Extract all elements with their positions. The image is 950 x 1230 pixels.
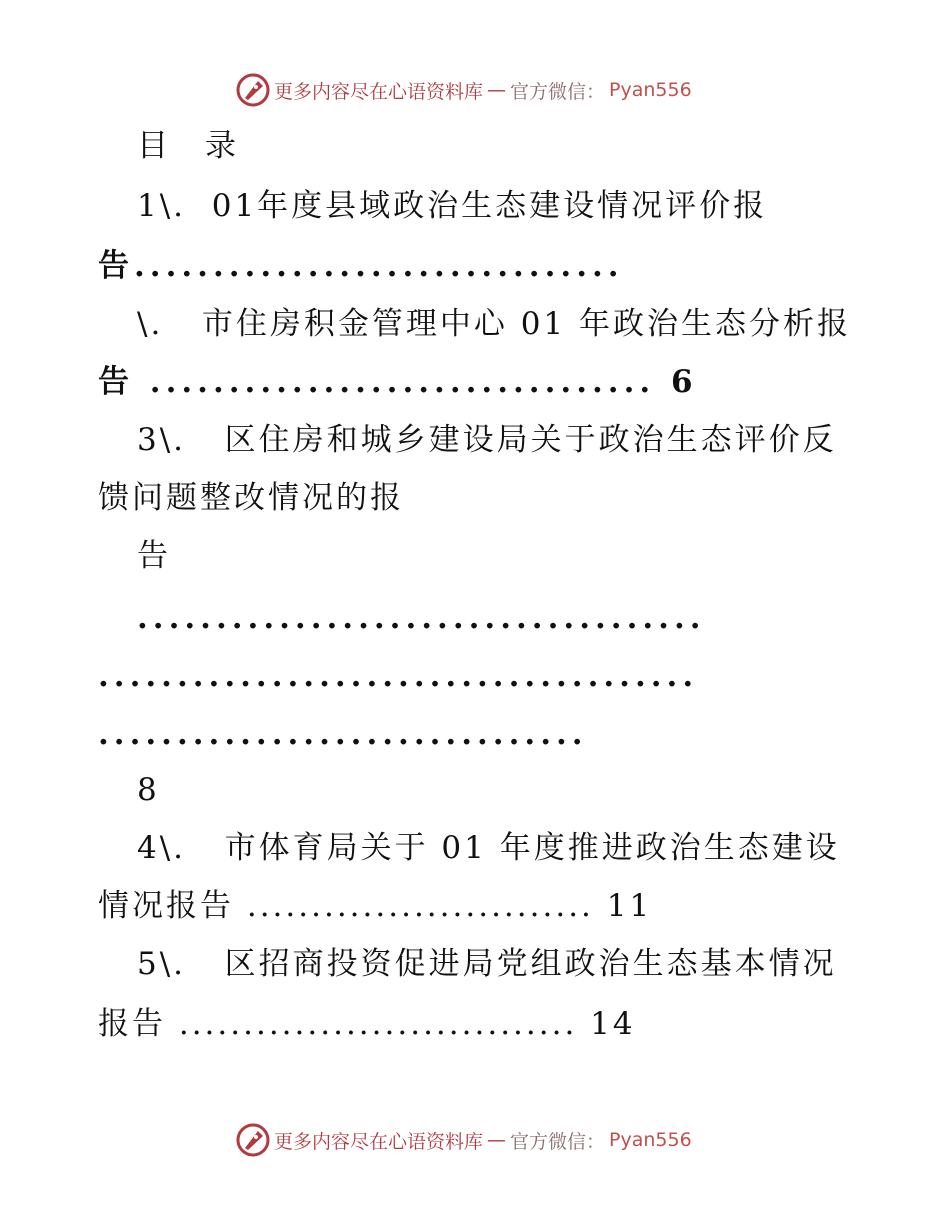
banner-wechat-id: Pyan556 (609, 79, 692, 101)
toc-entry-3-leader-3: ............................... (98, 716, 588, 752)
toc-entry-5-leader: 报告 ............................... 14 (98, 1006, 636, 1042)
toc-entry-3-title: 3\. 区住房和城乡建设局关于政治生态评价反 (137, 422, 837, 458)
banner-text: 更多内容尽在心语资料库 (274, 1130, 484, 1153)
toc-entry-2-title: \. 市住房积金管理中心 01 年政治生态分析报 (137, 306, 852, 342)
toc-entry-3-title-end: 告 (137, 538, 171, 574)
toc-entry-1-leader: 告............................... (98, 248, 624, 284)
banner-wechat-id: Pyan556 (609, 1129, 692, 1151)
toc-entry-1-title: 1\. 01年度县域政治生态建设情况评价报 (137, 188, 768, 224)
footer-watermark-banner (236, 1122, 692, 1158)
toc-entry-4-leader: 情况报告 ........................... 11 (98, 888, 653, 924)
toc-entry-4-title: 4\. 市体育局关于 01 年度推进政治生态建设 (137, 830, 840, 866)
toc-entry-3-page: 8 (137, 772, 160, 808)
banner-separator: — (487, 79, 507, 101)
toc-entry-3-title-cont: 馈问题整改情况的报 (98, 480, 404, 516)
toc-entry-3-leader-2: ...................................... (98, 658, 699, 694)
toc-entry-2-leader: 告 ................................ 6 (98, 364, 698, 400)
pen-nib-logo-icon (236, 1123, 270, 1157)
pen-nib-logo-icon (236, 73, 270, 107)
toc-heading: 目 录 (137, 128, 239, 164)
banner-text: 更多内容尽在心语资料库 (274, 80, 484, 103)
banner-wechat-label: 官方微信： (510, 80, 606, 103)
toc-entry-3-leader-1: .................................... (137, 600, 706, 636)
banner-separator: — (487, 1129, 507, 1151)
header-watermark-banner (236, 72, 692, 108)
toc-entry-5-title: 5\. 区招商投资促进局党组政治生态基本情况 (137, 946, 837, 982)
banner-wechat-label: 官方微信： (510, 1130, 606, 1153)
